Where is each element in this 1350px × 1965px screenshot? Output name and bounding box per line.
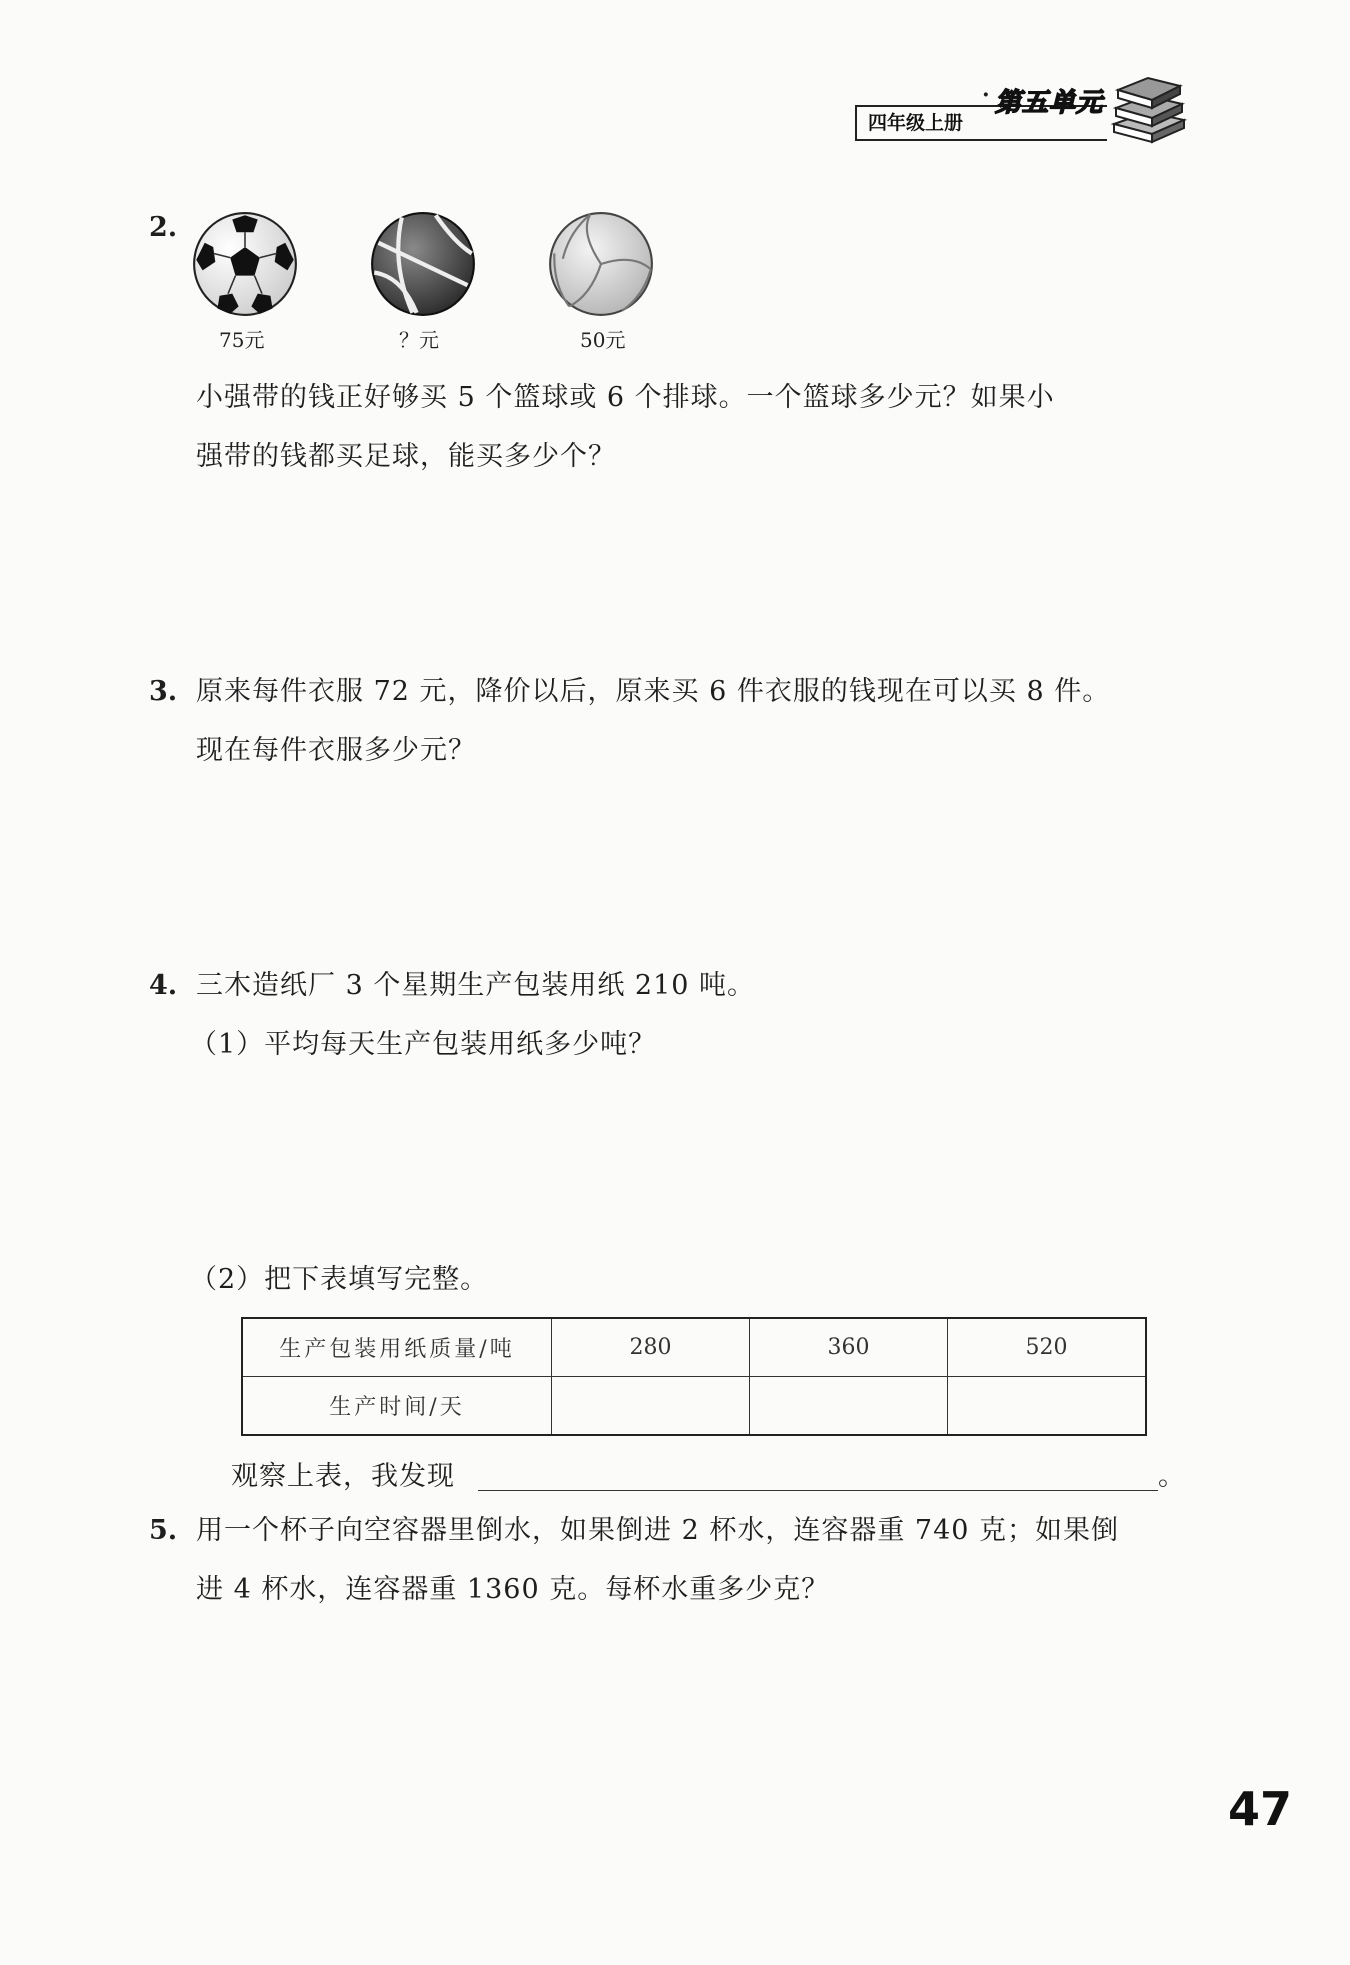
q4-sub1: （1）平均每天生产包装用纸多少吨？ [190,1029,657,1060]
q5-line-2: 进 4 杯水，连容器重 1360 克。每杯水重多少克？ [196,1574,830,1605]
page-number: 47 [1228,1782,1293,1836]
table-row [242,1377,1146,1436]
basketball-icon [370,211,476,317]
football-price: 75元 [219,328,265,352]
q5-line-1: 用一个杯子向空容器里倒水，如果倒进 2 杯水，连容器重 740 克；如果倒 [196,1515,1120,1546]
observe-label: 观察上表，我发现 [231,1461,455,1492]
volleyball-price: 50元 [580,328,626,352]
mass-cell: 520 [948,1318,1147,1377]
q4-sub2: （2）把下表填写完整。 [190,1264,489,1295]
books-icon [1108,72,1188,144]
basketball-price: ？元 [399,328,439,352]
production-table [241,1317,1147,1436]
volleyball-icon [548,211,654,317]
observe-answer-line[interactable] [478,1490,1158,1491]
q2-number: 2. [149,212,178,243]
q4-number: 4. [149,970,178,1001]
mass-cell: 360 [750,1318,948,1377]
q3-line-1: 原来每件衣服 72 元，降价以后，原来买 6 件衣服的钱现在可以买 8 件。 [196,676,1111,707]
days-blank-cell[interactable] [750,1377,948,1436]
q2-line-1: 小强带的钱正好够买 5 个篮球或 6 个排球。一个篮球多少元？如果小 [196,382,1055,413]
row-header-mass: 生产包装用纸质量/吨 [242,1318,552,1377]
days-blank-cell[interactable] [948,1377,1147,1436]
days-blank-cell[interactable] [552,1377,750,1436]
row-header-days: 生产时间/天 [242,1377,552,1436]
observe-end: 。 [1158,1461,1186,1492]
q3-number: 3. [149,676,178,707]
table-row [242,1318,1146,1377]
q2-line-2: 强带的钱都买足球，能买多少个？ [196,441,616,472]
mass-cell: 280 [552,1318,750,1377]
q3-line-2: 现在每件衣服多少元？ [196,735,476,766]
football-icon [192,211,298,317]
q4-line: 三木造纸厂 3 个星期生产包装用纸 210 吨。 [196,970,756,1001]
q5-number: 5. [149,1515,178,1546]
header-dot: · [982,82,990,108]
grade-label: 四年级上册 [868,112,964,134]
unit-title: 第五单元 [995,88,1104,118]
